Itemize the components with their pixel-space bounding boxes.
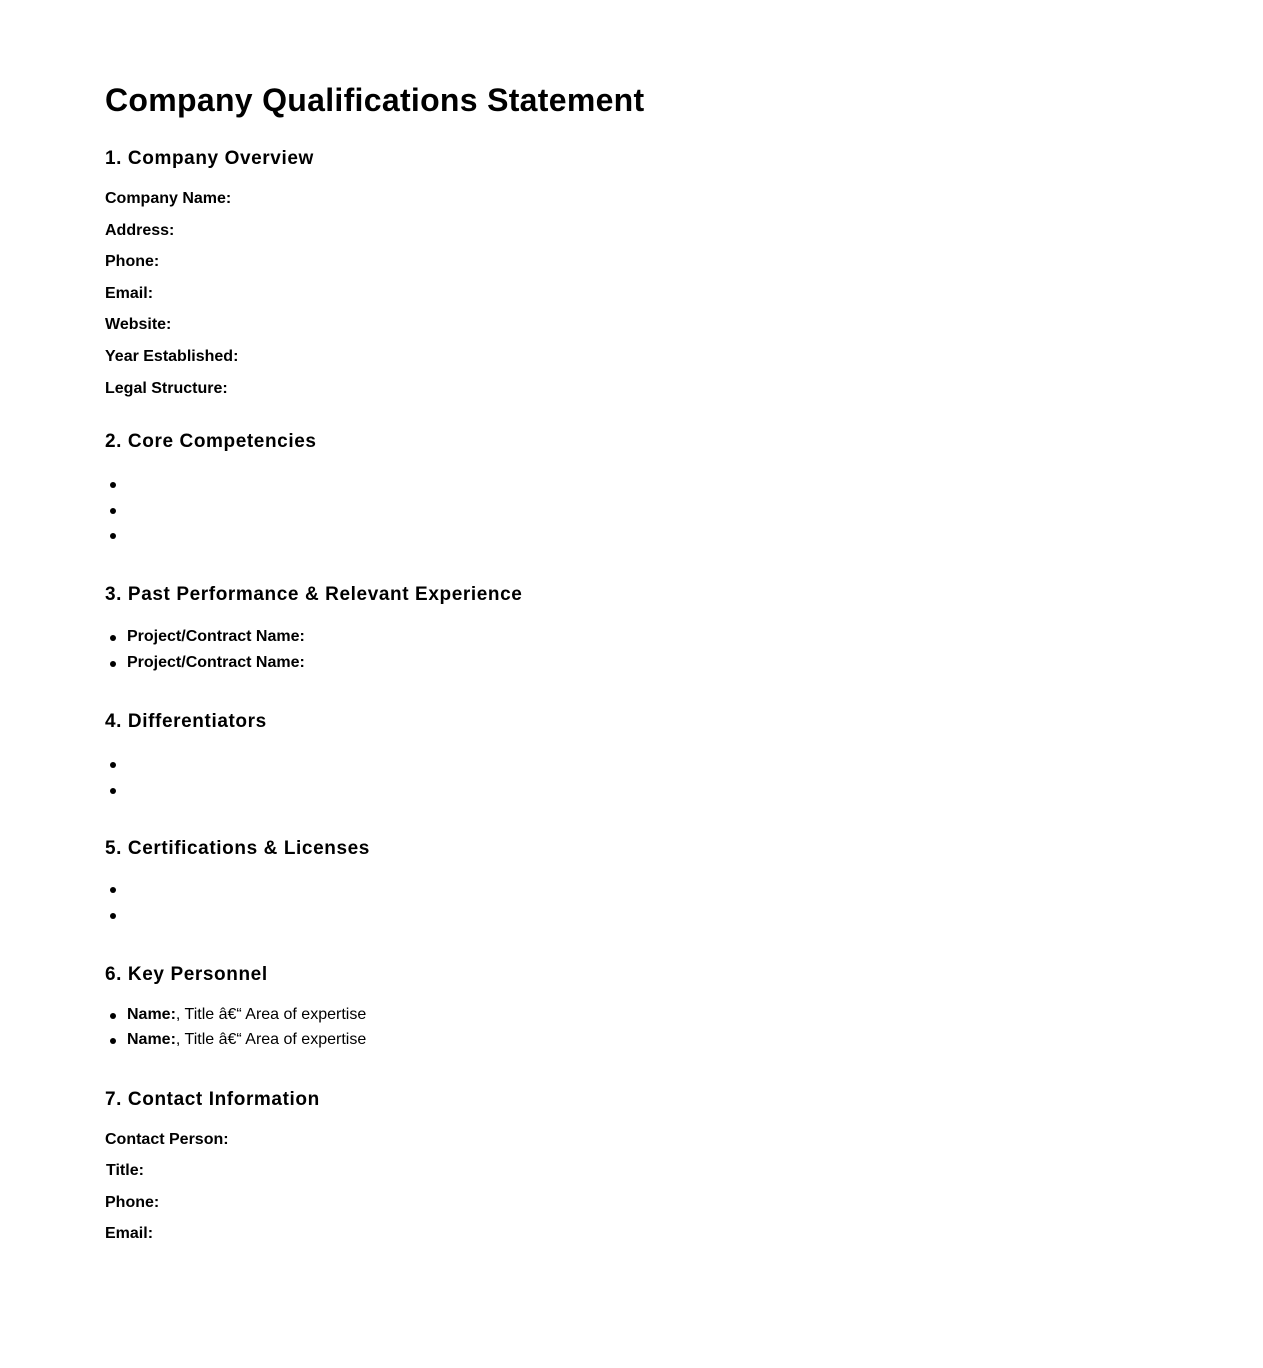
bullet-icon	[110, 533, 116, 539]
section-heading: 4. Differentiators	[105, 711, 267, 732]
field-phone: Phone:	[105, 1194, 160, 1211]
field-email: Email:	[105, 285, 154, 302]
section-contact-information	[105, 1089, 320, 1111]
field-contact-person: Contact Person:	[105, 1131, 229, 1148]
field-company-name: Company Name:	[105, 190, 232, 207]
section-heading: 3. Past Performance & Relevant Experience	[105, 584, 523, 605]
section-key-personnel	[105, 964, 268, 986]
field-address: Address:	[105, 222, 175, 239]
bullet-icon	[110, 482, 116, 488]
section-heading: 2. Core Competencies	[105, 431, 317, 452]
bullet-icon	[110, 762, 116, 768]
section-heading: 1. Company Overview	[105, 148, 314, 169]
bullet-icon	[110, 887, 116, 893]
section-certifications	[105, 838, 370, 860]
bullet-icon	[110, 508, 116, 514]
section-core-competencies	[105, 431, 317, 453]
bullet-icon	[110, 661, 116, 667]
section-heading: 7. Contact Information	[105, 1089, 320, 1110]
field-title: Title:	[106, 1162, 144, 1179]
document-title: Company Qualifications Statement	[105, 82, 645, 118]
section-past-performance	[105, 584, 522, 606]
section-company-overview	[105, 148, 314, 170]
section-heading: 6. Key Personnel	[105, 964, 268, 985]
field-website: Website:	[105, 316, 172, 333]
bullet-icon	[110, 1038, 116, 1044]
field-phone: Phone:	[105, 253, 160, 270]
bullet-icon	[110, 913, 116, 919]
section-heading: 5. Certifications & Licenses	[105, 838, 370, 859]
field-email: Email:	[105, 1225, 154, 1242]
field-legal-structure: Legal Structure:	[105, 380, 228, 397]
field-year-established: Year Established:	[105, 348, 239, 365]
section-differentiators	[105, 711, 267, 733]
bullet-icon	[110, 788, 116, 794]
bullet-icon	[110, 1013, 116, 1019]
bullet-icon	[110, 635, 116, 641]
